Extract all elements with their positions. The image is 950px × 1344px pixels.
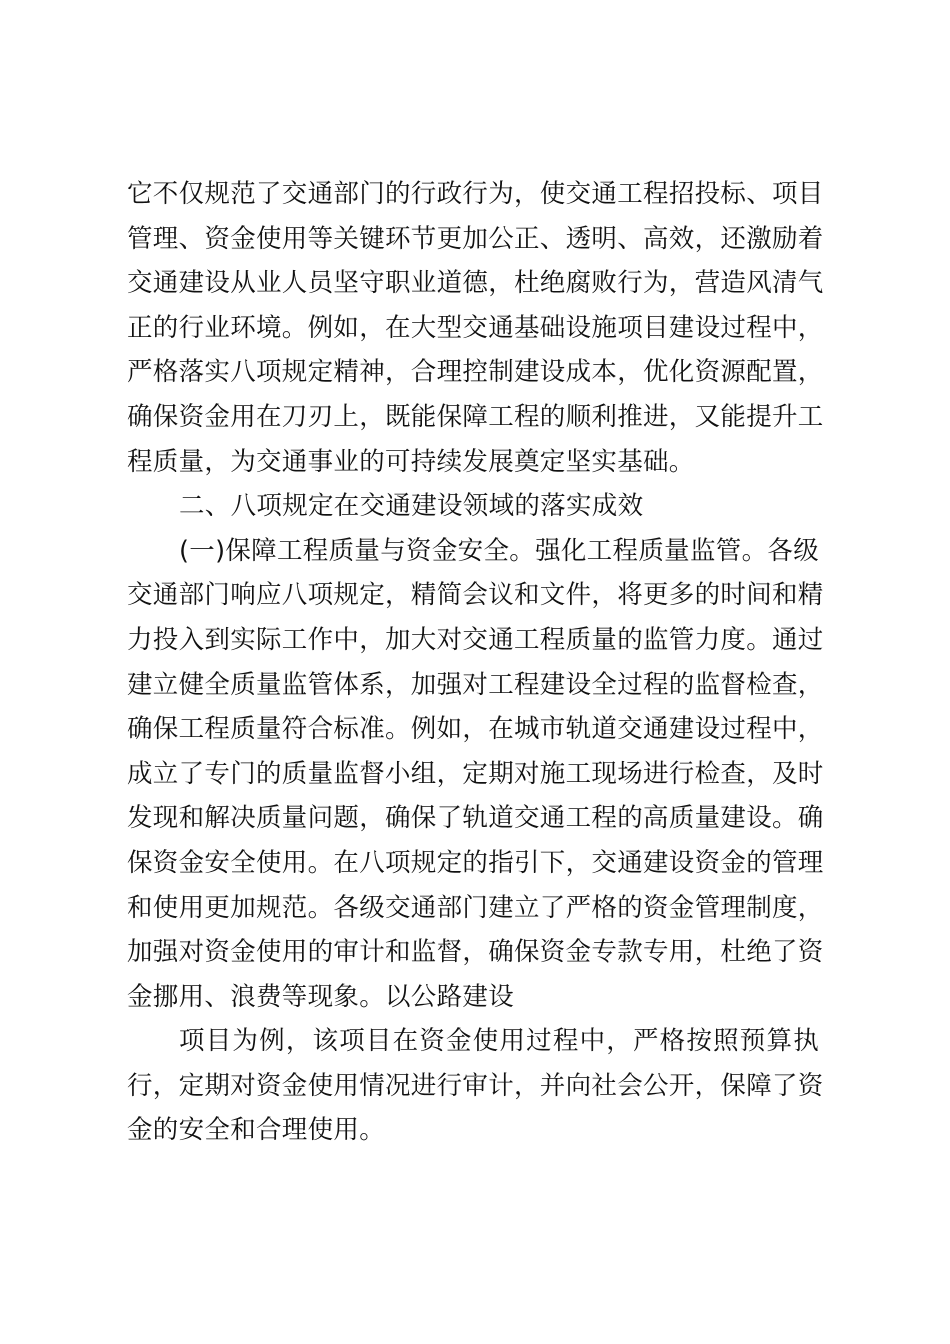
text-line: 加强对资金使用的审计和监督，确保资金专款专用，杜绝了资 <box>127 937 824 968</box>
text-line: 确保工程质量符合标准。例如，在城市轨道交通建设过程中， <box>127 714 824 745</box>
document-body <box>127 172 824 1153</box>
heading-text: 二、八项规定在交通建设领域的落实成效 <box>179 491 644 522</box>
text-line: 建立健全质量监管体系，加强对工程建设全过程的监督检查， <box>127 669 824 700</box>
section-heading <box>127 484 819 529</box>
text-line: 确保资金用在刀刃上，既能保障工程的顺利推进，又能提升工 <box>127 401 824 432</box>
text-line: 程质量，为交通事业的可持续发展奠定坚实基础。 <box>127 446 695 477</box>
text-line: 成立了专门的质量监督小组，定期对施工现场进行检查，及时 <box>127 758 824 789</box>
paragraph-highway-example <box>127 1019 824 1153</box>
text-line: 发现和解决质量问题，确保了轨道交通工程的高质量建设。确 <box>127 803 824 834</box>
text-line: 它不仅规范了交通部门的行政行为，使交通工程招投标、项目 <box>127 179 824 209</box>
text-line: 行，定期对资金使用情况进行审计，并向社会公开，保障了资 <box>127 1070 824 1101</box>
text-line: 和使用更加规范。各级交通部门建立了严格的资金管理制度， <box>127 892 824 923</box>
text-line: 项目为例，该项目在资金使用过程中，严格按照预算执 <box>179 1026 819 1057</box>
text-line: 保资金安全使用。在八项规定的指引下，交通建设资金的管理 <box>127 847 824 878</box>
text-line: 金挪用、浪费等现象。以公路建设 <box>127 981 515 1012</box>
text-line: (一)保障工程质量与资金安全。强化工程质量监管。各级 <box>179 535 819 566</box>
text-line: 严格落实八项规定精神，合理控制建设成本，优化资源配置， <box>127 357 824 388</box>
text-line: 交通建设从业人员坚守职业道德，杜绝腐败行为，营造风清气 <box>127 268 824 299</box>
text-line: 力投入到实际工作中，加大对交通工程质量的监管力度。通过 <box>127 624 824 655</box>
paragraph-intro <box>127 172 824 484</box>
paragraph-quality-funds <box>127 529 824 1020</box>
text-line: 交通部门响应八项规定，精简会议和文件，将更多的时间和精 <box>127 580 824 611</box>
text-line: 金的安全和合理使用。 <box>127 1115 386 1146</box>
text-line: 正的行业环境。例如，在大型交通基础设施项目建设过程中， <box>127 312 824 343</box>
text-line: 管理、资金使用等关键环节更加公正、透明、高效，还激励着 <box>127 223 824 254</box>
